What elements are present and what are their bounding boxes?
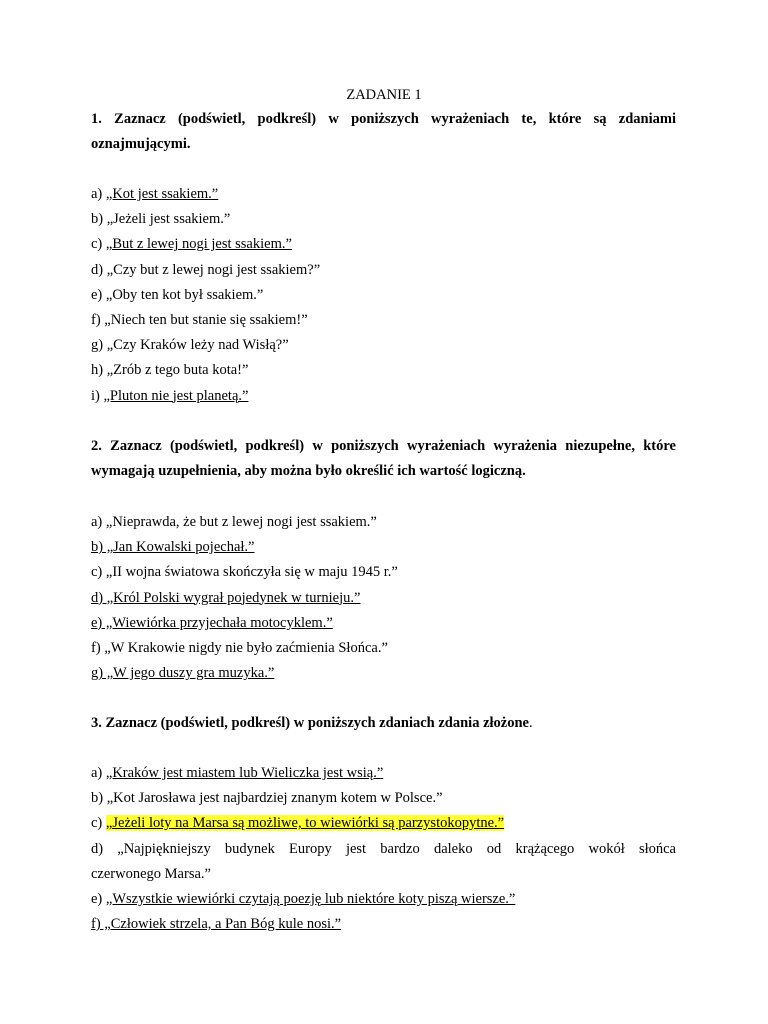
task-1-option-h[interactable] — [91, 358, 676, 383]
option-text: „Oby ten kot był ssakiem.” — [105, 286, 264, 303]
task-1-option-g[interactable] — [91, 333, 676, 358]
option-prefix: d) — [91, 261, 107, 278]
task-1-option-b[interactable] — [91, 207, 676, 232]
task-3-options — [91, 761, 676, 937]
option-prefix: a) — [91, 765, 106, 781]
task-3-option-a[interactable] — [91, 761, 676, 786]
option-prefix: b) — [91, 211, 107, 228]
task-2-option-g[interactable]: g) „W jego duszy gra muzyka.” — [91, 665, 275, 682]
task-2-option-c[interactable]: c) „II wojna światowa skończyła się w maju 1945 r.” — [91, 564, 398, 581]
task-2-heading-line-1: 2. Zaznacz (podświetl, podkreśl) w poniższych wyrażeniach wyrażenia niezupełne, które — [91, 438, 676, 454]
document-title: ZADANIE 1 — [346, 87, 422, 103]
option-prefix: e) — [91, 286, 106, 303]
option-text: „Jeżeli jest ssakiem.” — [106, 211, 231, 228]
option-text-highlighted: „Jeżeli loty na Marsa są możliwe, to wiewiórki są parzystokopytne.” — [105, 815, 505, 832]
task-1-heading-line-2: oznajmującymi. — [91, 136, 191, 153]
option-prefix: e) — [91, 890, 106, 907]
task-2-option-b[interactable]: b) „Jan Kowalski pojechał.” — [91, 539, 255, 556]
option-text-underlined: „But z lewej nogi jest ssakiem.” — [105, 236, 292, 253]
task-2-option-d[interactable]: d) „Król Polski wygrał pojedynek w turnieju.” — [91, 589, 361, 606]
task-3 — [91, 711, 676, 736]
option-prefix: f) — [91, 311, 105, 328]
task-1-option-c[interactable] — [91, 232, 676, 257]
option-text-underlined: „Kraków jest miastem lub Wieliczka jest wsią.” — [105, 765, 384, 781]
task-1-option-a[interactable] — [91, 182, 676, 207]
option-text-underlined: „Kot jest ssakiem.” — [105, 186, 219, 202]
task-3-option-e[interactable] — [91, 887, 676, 912]
task-1-option-i[interactable] — [91, 384, 676, 409]
option-text-underlined: „Wszystkie wiewiórki czytają poezję lub niektóre koty piszą wiersze.” — [105, 890, 516, 907]
task-2-option-e[interactable]: e) „Wiewiórka przyjechała motocyklem.” — [91, 614, 333, 631]
option-prefix: i) — [91, 387, 104, 404]
task-3-heading-tail: . — [528, 715, 533, 731]
option-text: „Czy Kraków leży nad Wisłą?” — [106, 337, 289, 354]
task-3-option-d-line-1[interactable]: d) „Najpiękniejszy budynek Europy jest bardzo daleko od krążącego wokół słońca — [91, 840, 676, 857]
option-prefix: c) — [91, 815, 106, 832]
task-2-options — [91, 510, 676, 686]
task-3-option-b[interactable]: b) „Kot Jarosława jest najbardziej znanym kotem w Polsce.” — [91, 790, 443, 807]
task-3-option-f[interactable]: f) „Człowiek strzela, a Pan Bóg kule nosi.” — [91, 916, 342, 933]
task-1-option-f[interactable] — [91, 308, 676, 333]
option-text-underlined: „Pluton nie jest planetą.” — [103, 387, 249, 404]
task-3-heading-bold: 3. Zaznacz (podświetl, podkreśl) w poniższych zdaniach zdania złożone — [91, 715, 529, 731]
option-prefix: a) — [91, 186, 106, 202]
task-2-option-f[interactable]: f) „W Krakowie nigdy nie było zaćmienia Słońca.” — [91, 639, 388, 656]
option-text: „Czy but z lewej nogi jest ssakiem?” — [106, 261, 321, 278]
task-2 — [91, 434, 676, 484]
task-1-option-d[interactable] — [91, 258, 676, 283]
option-prefix: g) — [91, 337, 107, 354]
task-1-options — [91, 182, 676, 409]
task-3-heading — [91, 711, 676, 736]
option-text: „Niech ten but stanie się ssakiem!” — [104, 311, 308, 328]
task-1-heading-line-1: 1. Zaznacz (podświetl, podkreśl) w poniższych wyrażeniach te, które są zdaniami — [91, 111, 676, 127]
task-1 — [91, 107, 676, 157]
task-3-option-c[interactable] — [91, 811, 676, 836]
option-prefix: c) — [91, 236, 106, 253]
task-2-option-a[interactable]: a) „Nieprawda, że but z lewej nogi jest ssakiem.” — [91, 514, 377, 530]
option-text: „Zrób z tego buta kota!” — [106, 362, 249, 379]
option-prefix: h) — [91, 362, 107, 379]
task-1-option-e[interactable] — [91, 283, 676, 308]
task-2-heading-line-2: wymagają uzupełnienia, aby można było określić ich wartość logiczną. — [91, 463, 526, 480]
task-3-option-d-line-2[interactable]: czerwonego Marsa.” — [91, 865, 211, 882]
